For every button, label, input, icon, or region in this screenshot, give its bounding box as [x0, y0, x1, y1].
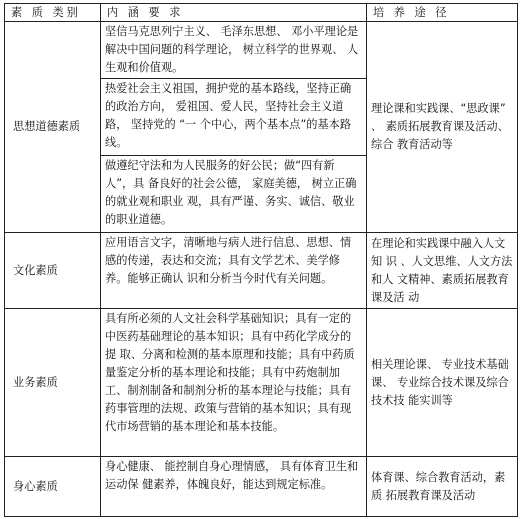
category-cell: 业务素质: [5, 309, 101, 457]
table-row: [5, 22, 518, 79]
path-cell: 在理论和实践课中融入人文知 识 、人文思维、人文方法和人 文精神、素质拓展教育课及活 动: [367, 233, 518, 309]
table-header-row: [5, 4, 518, 22]
requirement-cell: 坚信马克思列宁主义、 毛泽东思想、 邓小平理论是解决中国问题的科学理论， 树立科学的世界观、 人生观和价值观。: [101, 22, 367, 79]
header-category: 素 质 类别: [5, 4, 101, 22]
requirement-cell: 热爱社会主义祖国，拥护党的基本路线，坚持正确的政治方向， 爱祖国、爱人民，坚持社会主义道路， 坚持党的 “一 个中心，两个基本点”的基本路线。: [101, 79, 367, 156]
header-path: 培 养 途 径: [367, 4, 518, 22]
category-cell: 思想道德素质: [5, 22, 101, 233]
requirement-cell: 身心健康、 能控制自身心理情感， 具有体育卫生和运动保 健素养，体魄良好，能达到规定标准。: [101, 457, 367, 517]
category-cell: 身心素质: [5, 457, 101, 517]
requirement-cell: 应用语言文字，清晰地与病人进行信息、思想、情感的传递，表达和交流；具有文学艺术、美学修养。能够正确认 识和分析当今时代有关问题。: [101, 233, 367, 309]
requirement-cell: 具有所必须的人文社会科学基础知识；具有一定的中医药基础理论的基本知识；具有中药化学成分的提 取、分离和检测的基本原理和技能；具有中药质量鉴定分析的基本理论和技能；具有中药炮制加 工、制剂制备和制剂分析的基本理论与技能；具有药事管理的法规、政策与营销的基本知识；具有现代市场营销的基本理论和基本技能。: [101, 309, 367, 457]
table-row: [5, 457, 518, 517]
header-requirements: 内 涵 要 求: [101, 4, 367, 22]
path-cell: 相关理论课、 专业技术基础课、 专业综合技术课及综合技术技 能实训等: [367, 309, 518, 457]
path-cell: 体育课、综合教育活动，素质 拓展教育课及活动: [367, 457, 518, 517]
quality-requirements-table: [4, 3, 518, 517]
requirement-cell: 做遵纪守法和为人民服务的好公民；做“四有新人”，具 备良好的社会公德， 家庭美德， 树立正确的就业观和职业 观，具有严谨、务实、诚信、敬业的职业道德。: [101, 156, 367, 233]
category-cell: 文化素质: [5, 233, 101, 309]
table-row: [5, 233, 518, 309]
table-row: [5, 309, 518, 457]
path-cell: 理论课和实践课、“思政课” 、 素质拓展教育课及活动、综合 教育活动等: [367, 22, 518, 233]
